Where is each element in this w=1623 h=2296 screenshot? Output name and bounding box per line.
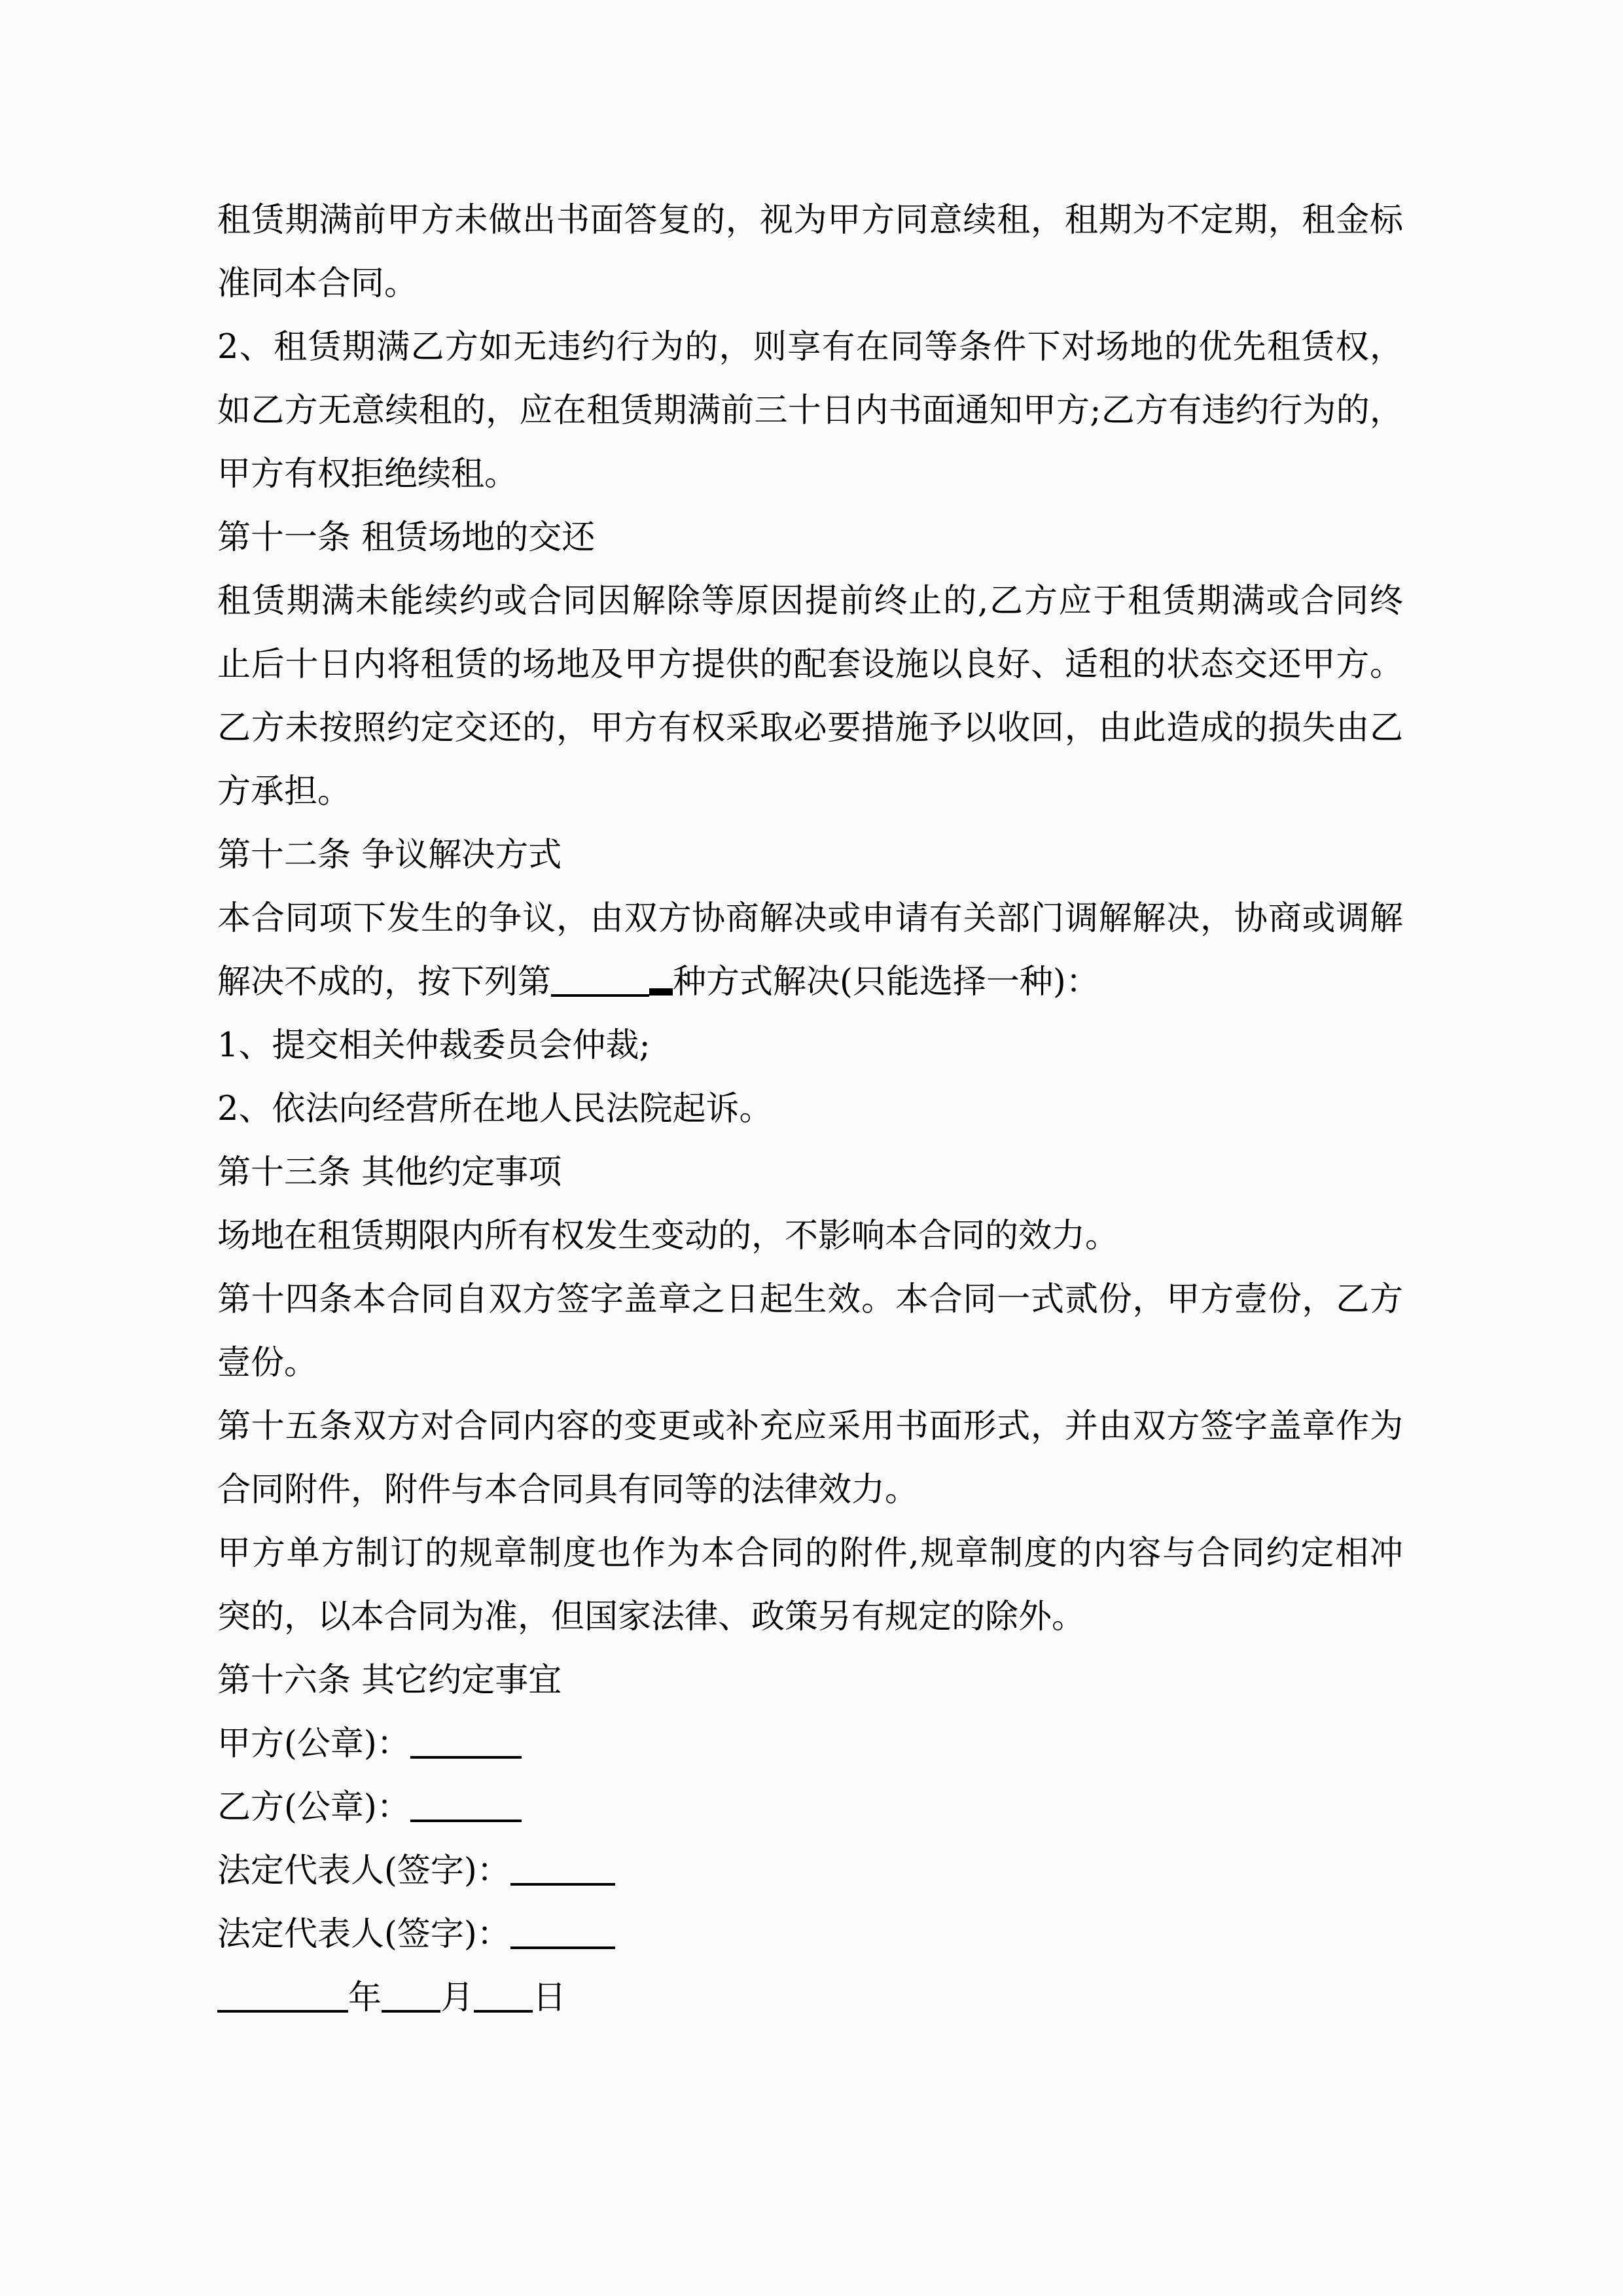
line-text: 第十五条双方对合同内容的变更或补充应采用书面形式，并由双方签字盖章作为	[217, 1407, 1403, 1446]
document-line	[217, 1458, 1403, 1522]
line-text: 乙方未按照约定交还的，甲方有权采取必要措施予以收回，由此造成的损失由乙	[217, 709, 1403, 747]
document-line	[217, 1966, 1403, 2030]
line-text: 种方式解决(只能选择一种)：	[673, 963, 1099, 1001]
blank-underline	[410, 1791, 522, 1822]
line-text: 第十二条 争议解决方式	[217, 836, 562, 874]
blank-underline	[382, 1982, 440, 2013]
document-line	[217, 188, 1403, 252]
document-line	[217, 1014, 1403, 1077]
blank-underline	[510, 1918, 615, 1949]
line-text: 1、提交相关仲裁委员会仲裁;	[217, 1026, 651, 1065]
line-text: 第十六条 其它约定事宜	[217, 1661, 562, 1700]
line-text: 2、租赁期满乙方如无违约行为的，则享有在同等条件下对场地的优先租赁权，	[217, 328, 1403, 367]
document-line	[217, 1585, 1403, 1649]
blank-underline	[410, 1728, 522, 1759]
document-line	[217, 760, 1403, 823]
line-text: 法定代表人(签字)：	[217, 1915, 510, 1954]
blank-underline	[474, 1982, 533, 2013]
document-line	[217, 1776, 1403, 1839]
document-line	[217, 1395, 1403, 1458]
document-line	[217, 569, 1403, 633]
line-text: 甲方有权拒绝续租。	[217, 455, 518, 493]
document-line	[217, 506, 1403, 569]
line-text: 合同附件，附件与本合同具有同等的法律效力。	[217, 1471, 919, 1509]
line-text: 突的，以本合同为准，但国家法律、政策另有规定的除外。	[217, 1598, 1086, 1636]
document-line	[217, 1839, 1403, 1903]
document-line	[217, 1204, 1403, 1268]
line-text: 场地在租赁期限内所有权发生变动的，不影响本合同的效力。	[217, 1217, 1119, 1255]
line-text: 甲方(公章)：	[217, 1725, 410, 1763]
document-line	[217, 950, 1403, 1014]
document-line	[217, 1077, 1403, 1141]
line-text: 日	[533, 1979, 567, 2017]
document-line	[217, 1268, 1403, 1331]
document-line	[217, 442, 1403, 506]
line-text: 止后十日内将租赁的场地及甲方提供的配套设施以良好、适租的状态交还甲方。	[217, 645, 1403, 684]
line-text: 第十四条本合同自双方签字盖章之日起生效。本合同一式贰份，甲方壹份，乙方	[217, 1280, 1403, 1319]
document-line	[217, 1522, 1403, 1585]
line-text: 解决不成的，按下列第	[217, 963, 552, 1001]
blank-underline-thick	[649, 988, 673, 996]
document-line	[217, 1712, 1403, 1776]
line-text: 壹份。	[217, 1344, 318, 1382]
line-text: 准同本合同。	[217, 264, 418, 303]
line-text: 月	[440, 1979, 474, 2017]
document-line	[217, 1903, 1403, 1966]
line-text: 年	[348, 1979, 382, 2017]
document-line	[217, 887, 1403, 950]
line-text: 租赁期满未能续约或合同因解除等原因提前终止的,乙方应于租赁期满或合同终	[217, 582, 1403, 620]
line-text: 第十三条 其他约定事项	[217, 1153, 562, 1192]
document-line	[217, 315, 1403, 379]
document-line	[217, 633, 1403, 696]
blank-underline	[217, 1982, 348, 2013]
line-text: 乙方(公章)：	[217, 1788, 410, 1827]
document-line	[217, 379, 1403, 442]
line-text: 甲方单方制订的规章制度也作为本合同的附件,规章制度的内容与合同约定相冲	[217, 1534, 1403, 1573]
line-text: 租赁期满前甲方未做出书面答复的，视为甲方同意续租，租期为不定期，租金标	[217, 201, 1403, 240]
contract-document	[217, 188, 1403, 2030]
document-line	[217, 1331, 1403, 1395]
blank-underline	[510, 1855, 615, 1886]
line-text: 2、依法向经营所在地人民法院起诉。	[217, 1090, 773, 1128]
line-text: 法定代表人(签字)：	[217, 1852, 510, 1890]
document-line	[217, 1649, 1403, 1712]
document-line	[217, 252, 1403, 315]
line-text: 方承担。	[217, 772, 351, 811]
document-line	[217, 823, 1403, 887]
line-text: 本合同项下发生的争议，由双方协商解决或申请有关部门调解解决，协商或调解	[217, 899, 1403, 938]
line-text: 如乙方无意续租的，应在租赁期满前三十日内书面通知甲方;乙方有违约行为的，	[217, 391, 1403, 430]
blank-underline	[551, 966, 649, 997]
document-line	[217, 696, 1403, 760]
line-text: 第十一条 租赁场地的交还	[217, 518, 596, 557]
document-line	[217, 1141, 1403, 1204]
